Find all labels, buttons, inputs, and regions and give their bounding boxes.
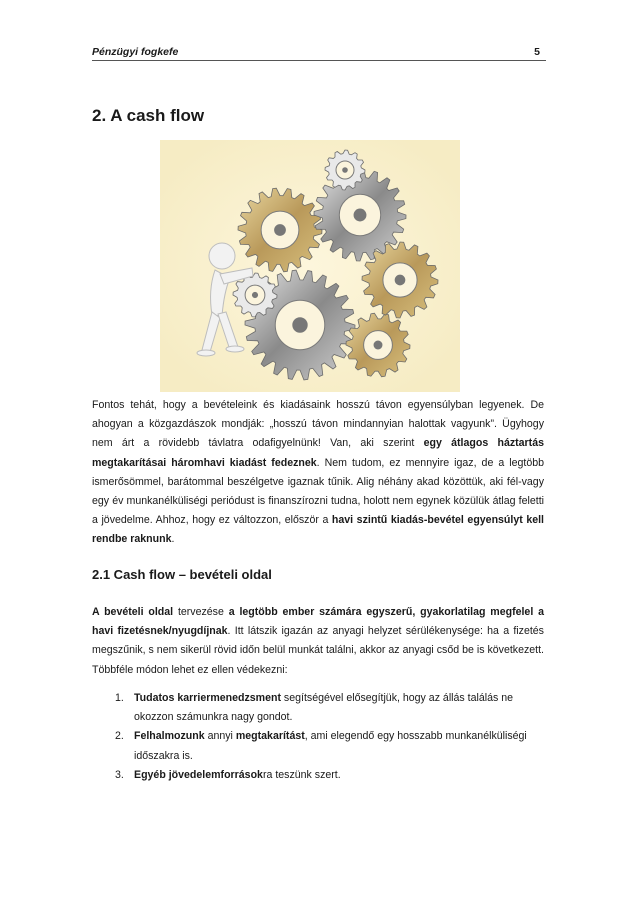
list-bold: Egyéb jövedelemforrások bbox=[134, 768, 263, 781]
section-heading: 2. A cash flow bbox=[92, 106, 205, 125]
list-bold-2: megtakarítást bbox=[235, 730, 305, 743]
p2-bold-2: a legtöbb ember számára egyszerű, gyakorlatilag megfelel a havi fizetésnek/nyugdíjnak bbox=[92, 606, 544, 638]
list-text: ra teszünk szert. bbox=[262, 768, 341, 781]
header-title: Pénzügyi fogkefe bbox=[92, 46, 179, 58]
p1-text-1: Fontos tehát, hogy a bevételeink és kiadásaink hosszú távon egyensúlyban legyenek. De ahogyan a közgazdászok mondják: „hosszú távon mindannyian halottak vagyunk”. Ügyhogy nem árt a rövidebb távlatra odafigyelnünk! Van, aki szerint bbox=[92, 399, 544, 450]
right-gold-gear-icon-axle bbox=[395, 275, 406, 286]
list-item bbox=[92, 727, 544, 765]
subsection-heading: 2.1 Cash flow – bevételi oldal bbox=[92, 567, 272, 582]
page-header bbox=[92, 46, 546, 61]
list-item bbox=[92, 689, 544, 727]
p2-text-2: . Itt látszik igazán az anyagi helyzet sérülékenysége: ha a fizetés megszűnik, s nem sikerül rövid időn belül munkát találni, akkor az anyagi csőd be is következett. Többféle módon lehet ez ellen védekezni: bbox=[92, 625, 544, 676]
list-text-2: , ami elegendő egy hosszabb munkanélküliségi időszakra is. bbox=[134, 730, 527, 762]
gears-illustration bbox=[160, 140, 460, 392]
list-item bbox=[92, 766, 544, 785]
large-gear-icon-axle bbox=[292, 317, 307, 332]
list-text: segítségével elősegítjük, hogy az állás találás ne okozzon számunkra nagy gondot. bbox=[134, 692, 514, 724]
list-text: annyi bbox=[204, 730, 236, 743]
p1-text-2: . Nem tudom, ez mennyire igaz, de a legtöbb ismerősömmel, barátommal beszélgetve igaznak tűnik. Alig néhány akad közöttük, aki fél-vagy egy év munkanélküliségi periódust is finanszírozni tudna, holott nem egynek közülük átlag feletti a jövedelme. Ahhoz, hogy ez változzon, először a bbox=[92, 456, 544, 527]
p2-text-1: tervezése bbox=[173, 606, 229, 618]
tiny-gear-icon-axle bbox=[342, 167, 348, 173]
small-gold-gear-icon-axle bbox=[374, 341, 383, 350]
paragraph-income bbox=[92, 603, 544, 680]
top-steel-gear-icon-axle bbox=[354, 209, 367, 222]
list-number: 3. bbox=[115, 768, 124, 781]
p1-bold-2: havi szintű kiadás-bevétel egyensúlyt kell rendbe raknunk bbox=[92, 514, 545, 546]
side-gear-icon-axle bbox=[252, 292, 258, 298]
list-bold: Tudatos karriermenedzsment bbox=[134, 692, 281, 704]
page-number: 5 bbox=[534, 46, 540, 58]
top-gold-gear-icon-axle bbox=[274, 224, 286, 236]
list-number: 2. bbox=[115, 730, 124, 743]
p1-bold-1: egy átlagos háztartás megtakarításai háromhavi kiadást fedeznek bbox=[92, 437, 544, 469]
list-bold: Felhalmozunk bbox=[134, 730, 205, 743]
p1-text-3: . bbox=[171, 533, 175, 546]
defense-list bbox=[92, 689, 544, 785]
list-number: 1. bbox=[115, 692, 124, 704]
paragraph-intro bbox=[92, 396, 544, 550]
p2-bold-1: A bevételi oldal bbox=[92, 606, 174, 618]
